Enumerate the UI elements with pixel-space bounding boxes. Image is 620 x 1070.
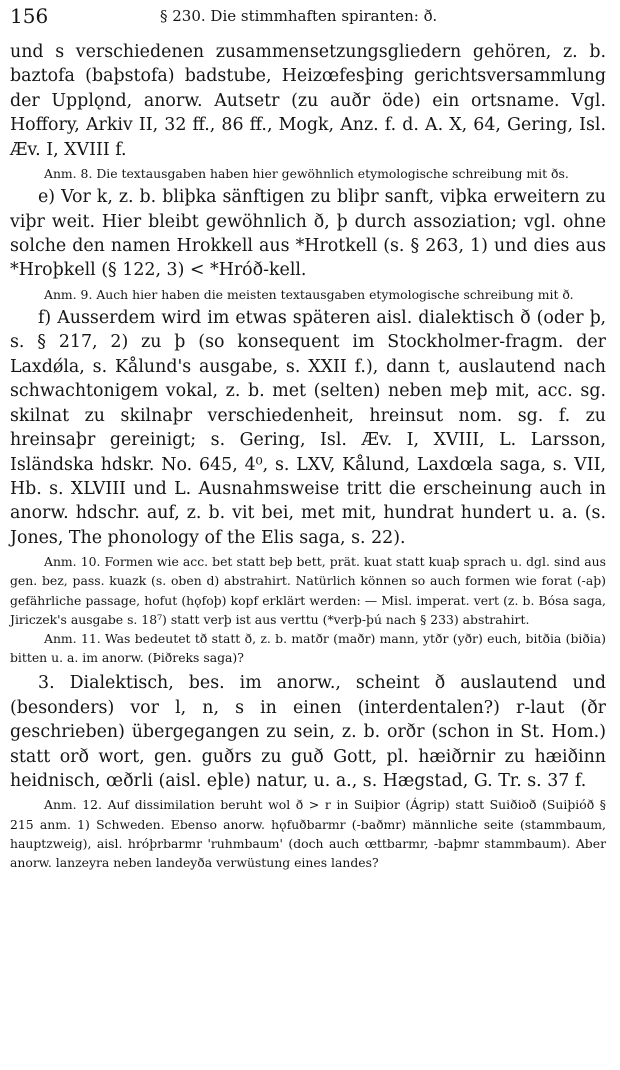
- paragraph-continuation: und s verschiedenen zusammensetzungsgliedern gehören, z. b. baztofa (baþstofa) badstube, Heizœfesþing gerichtsversammlung der Upplǫnd, anorw. Autsetr (zu auðr öde) ein ortsname. Vgl. Hoffory, Arkiv II, 32 ff., 86 ff., Mogk, Anz. f. d. A. X, 64, Gering, Isl. Æv. I, XVIII f.: [10, 42, 606, 160]
- running-header: [10, 4, 606, 30]
- paragraph-e: e) Vor k, z. b. bliþka sänftigen zu bliþr sanft, viþka erweitern zu viþr weit. Hier bleibt gewöhnlich ð, þ durch assoziation; vgl. ohne solche den namen Hrokkell aus *Hrotkell (s. § 263, 1) und dies aus *Hroþkell (§ 122, 3) < *Hróð-kell.: [10, 187, 606, 281]
- annotation-8: Anm. 8. Die textausgaben haben hier gewöhnlich etymologische schreibung mit ðs.: [44, 166, 569, 182]
- annotation-10: Anm. 10. Formen wie acc. bet statt beþ bett, prät. kuat statt kuaþ sprach u. dgl. sind aus gen. bez, pass. kuazk (s. oben d) abstrahirt. Natürlich können so auch formen wie forat (-aþ) gefährliche passage, hofut (hǫfoþ) kopf erklärt werden: — Misl. imperat. vert (z. b. Bósa saga, Jiriczek's ausgabe s. 18⁷) statt verþ ist aus verttu (*verþ-þú nach § 233) abstrahirt.: [10, 554, 606, 627]
- paragraph-f: f) Ausserdem wird im etwas späteren aisl. dialektisch ð (oder þ, s. § 217, 2) zu þ (so konsequent im Stockholmer-fragm. der Laxdǿla, s. Kålund's ausgabe, s. XXII f.), dann t, auslautend nach schwachtonigem vokal, z. b. met (selten) neben meþ mit, acc. sg. skilnat zu skilnaþr verschiedenheit, hreinsut nom. sg. f. zu hreinsaþr gereinigt; s. Gering, Isl. Æv. I, XVIII, L. Larsson, Isländska hdskr. No. 645, 4⁰, s. LXV, Kålund, Laxdœla saga, s. VII, Hb. s. XLVIII und L. Ausnahmsweise tritt die erscheinung auch in anorw. hdschr. auf, z. b. vit bei, met mit, hundrat hundert u. a. (s. Jones, The phonology of the Elis saga, s. 22).: [10, 308, 606, 548]
- paragraph-3: 3. Dialektisch, bes. im anorw., scheint ð auslautend und (besonders) vor l, n, s in einen (interdentalen?) r-laut (ðr geschrieben) übergegangen zu sein, z. b. orðr (schon in St. Hom.) statt orð wort, gen. guðrs zu guð Gott, pl. hæiðrnir zu hæiðinn heidnisch, œðrli (aisl. eþle) natur, u. a., s. Hægstad, G. Tr. s. 37 f.: [10, 673, 606, 791]
- page-number: 156: [10, 4, 49, 28]
- annotation-9: Anm. 9. Auch hier haben die meisten textausgaben etymologische schreibung mit ð.: [44, 286, 574, 302]
- page-body: [10, 40, 606, 872]
- annotation-11: Anm. 11. Was bedeutet tð statt ð, z. b. matðr (maðr) mann, ytðr (yðr) euch, bitðia (biðia) bitten u. a. im anorw. (Þiðreks saga)?: [10, 630, 606, 666]
- running-head-title: § 230. Die stimmhaften spiranten: ð.: [160, 7, 438, 25]
- annotation-12: Anm. 12. Auf dissimilation beruht wol ð > r in Suiþior (Ágrip) statt Suiðioð (Suiþióð § 215 anm. 1) Schweden. Ebenso anorw. hǫfuðbarmr (-baðmr) männliche seite (stammbaum, hauptzweig), aisl. hróþrbarmr 'ruhmbaum' (doch auch œttbarmr, -baþmr stammbaum). Aber anorw. lanzeyra neben landeyða verwüstung eines landes?: [10, 797, 606, 870]
